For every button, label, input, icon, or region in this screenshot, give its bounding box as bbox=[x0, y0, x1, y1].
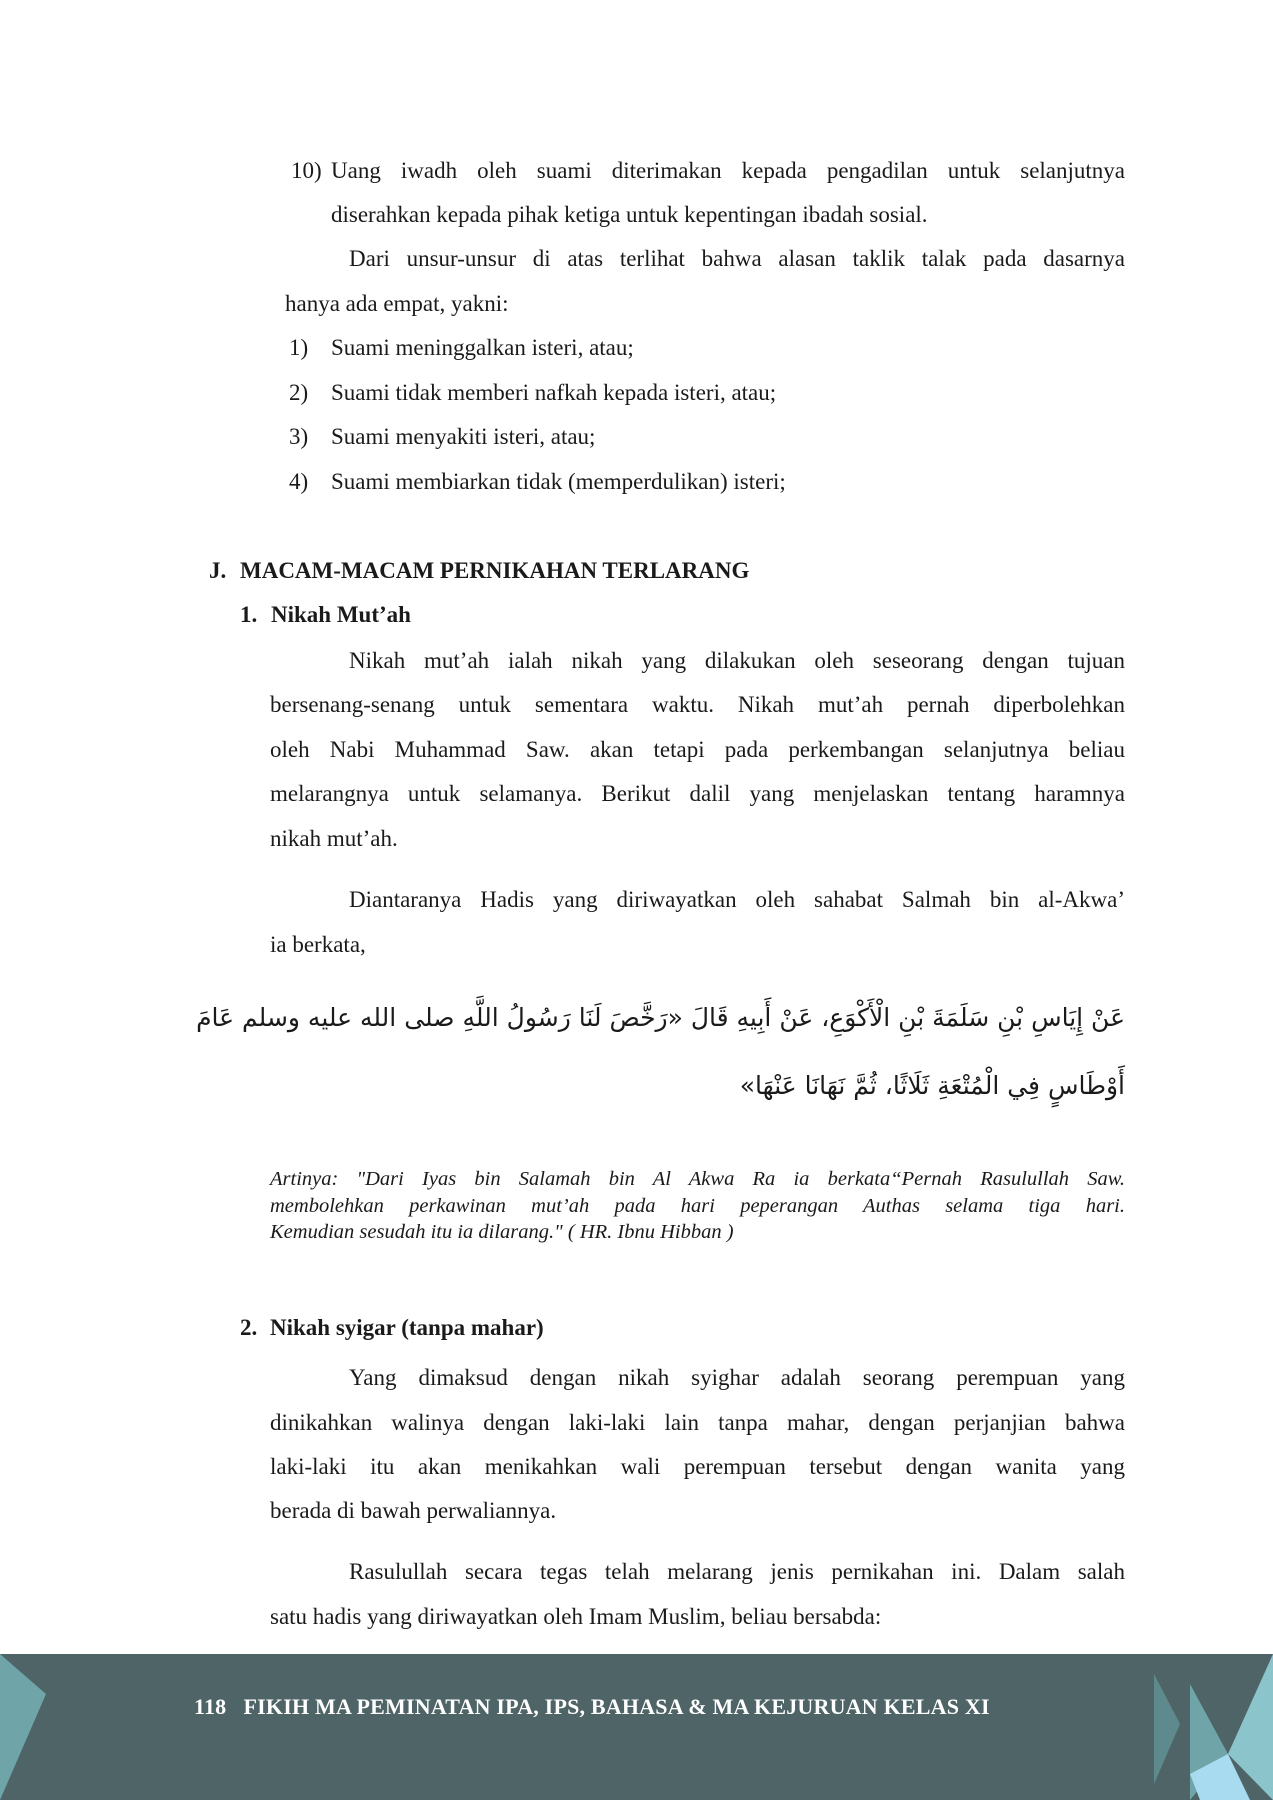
subsection-title: Nikah Mut’ah bbox=[271, 602, 411, 627]
book-title: FIKIH MA PEMINATAN IPA, IPS, BAHASA & MA KEJURUAN KELAS XI bbox=[243, 1694, 990, 1719]
list-number: 2) bbox=[289, 380, 309, 405]
paragraph: Diantaranya Hadis yang diriwayatkan oleh sahabat Salmah bin al-Akwa’ bbox=[349, 887, 1125, 912]
list-text: diserahkan kepada pihak ketiga untuk kepentingan ibadah sosial. bbox=[331, 202, 928, 227]
translation: Kemudian sesudah itu ia dilarang." ( HR. Ibnu Hibban ) bbox=[270, 1221, 734, 1243]
paragraph: Yang dimaksud dengan nikah syighar adalah seorang perempuan yang bbox=[349, 1365, 1125, 1390]
paragraph: ia berkata, bbox=[270, 932, 366, 957]
list-item: Suami membiarkan tidak (memperdulikan) isteri; bbox=[331, 469, 786, 494]
translation: Artinya: "Dari Iyas bin Salamah bin Al Akwa Ra ia berkata“Pernah Rasulullah Saw. bbox=[270, 1168, 1125, 1190]
list-number: 3) bbox=[289, 424, 309, 449]
footer-decoration-icon bbox=[0, 1654, 1273, 1800]
list-text: Uang iwadh oleh suami diterimakan kepada pengadilan untuk selanjutnya bbox=[331, 158, 1125, 183]
list-number: 10) bbox=[291, 158, 322, 183]
arabic-hadith: عَنْ إِيَاسِ بْنِ سَلَمَةَ بْنِ الْأَكْوَعِ، عَنْ أَبِيهِ قَالَ «رَخَّصَ لَنَا رَسُولُ اللَّهِ صلى الله عليه وسلم عَامَ bbox=[196, 1003, 1125, 1032]
subsection-title: Nikah syigar (tanpa mahar) bbox=[270, 1315, 544, 1340]
section-title: MACAM-MACAM PERNIKAHAN TERLARANG bbox=[240, 558, 750, 583]
paragraph: bersenang-senang untuk sementara waktu. Nikah mut’ah pernah diperbolehkan bbox=[270, 692, 1125, 717]
paragraph: laki-laki itu akan menikahkan wali perempuan tersebut dengan wanita yang bbox=[270, 1454, 1125, 1479]
paragraph: berada di bawah perwaliannya. bbox=[270, 1498, 557, 1523]
paragraph: Dari unsur-unsur di atas terlihat bahwa alasan taklik talak pada dasarnya bbox=[349, 246, 1125, 271]
page-footer bbox=[0, 1654, 1273, 1800]
paragraph: dinikahkan walinya dengan laki-laki lain tanpa mahar, dengan perjanjian bahwa bbox=[270, 1410, 1125, 1435]
paragraph: Rasulullah secara tegas telah melarang jenis pernikahan ini. Dalam salah bbox=[349, 1559, 1125, 1584]
paragraph: oleh Nabi Muhammad Saw. akan tetapi pada perkembangan selanjutnya beliau bbox=[270, 737, 1125, 762]
paragraph: nikah mut’ah. bbox=[270, 826, 398, 851]
paragraph: hanya ada empat, yakni: bbox=[285, 291, 509, 316]
page-number: 118 bbox=[194, 1694, 227, 1719]
footer-text bbox=[194, 1694, 990, 1720]
subsection-number: 2. bbox=[240, 1315, 258, 1340]
list-item: Suami meninggalkan isteri, atau; bbox=[331, 335, 634, 360]
list-item: Suami menyakiti isteri, atau; bbox=[331, 424, 596, 449]
arabic-hadith: أَوْطَاسٍ فِي الْمُتْعَةِ ثَلَاثًا، ثُمَّ نَهَانَا عَنْهَا» bbox=[739, 1071, 1125, 1100]
list-number: 4) bbox=[289, 469, 309, 494]
translation: membolehkan perkawinan mut’ah pada hari peperangan Authas selama tiga hari. bbox=[270, 1195, 1125, 1217]
paragraph: satu hadis yang diriwayatkan oleh Imam Muslim, beliau bersabda: bbox=[270, 1604, 882, 1629]
list-number: 1) bbox=[289, 335, 309, 360]
list-item: Suami tidak memberi nafkah kepada isteri, atau; bbox=[331, 380, 777, 405]
subsection-number: 1. bbox=[240, 602, 258, 627]
section-letter: J. bbox=[209, 558, 227, 583]
paragraph: melarangnya untuk selamanya. Berikut dalil yang menjelaskan tentang haramnya bbox=[270, 781, 1125, 806]
paragraph: Nikah mut’ah ialah nikah yang dilakukan oleh seseorang dengan tujuan bbox=[349, 648, 1125, 673]
